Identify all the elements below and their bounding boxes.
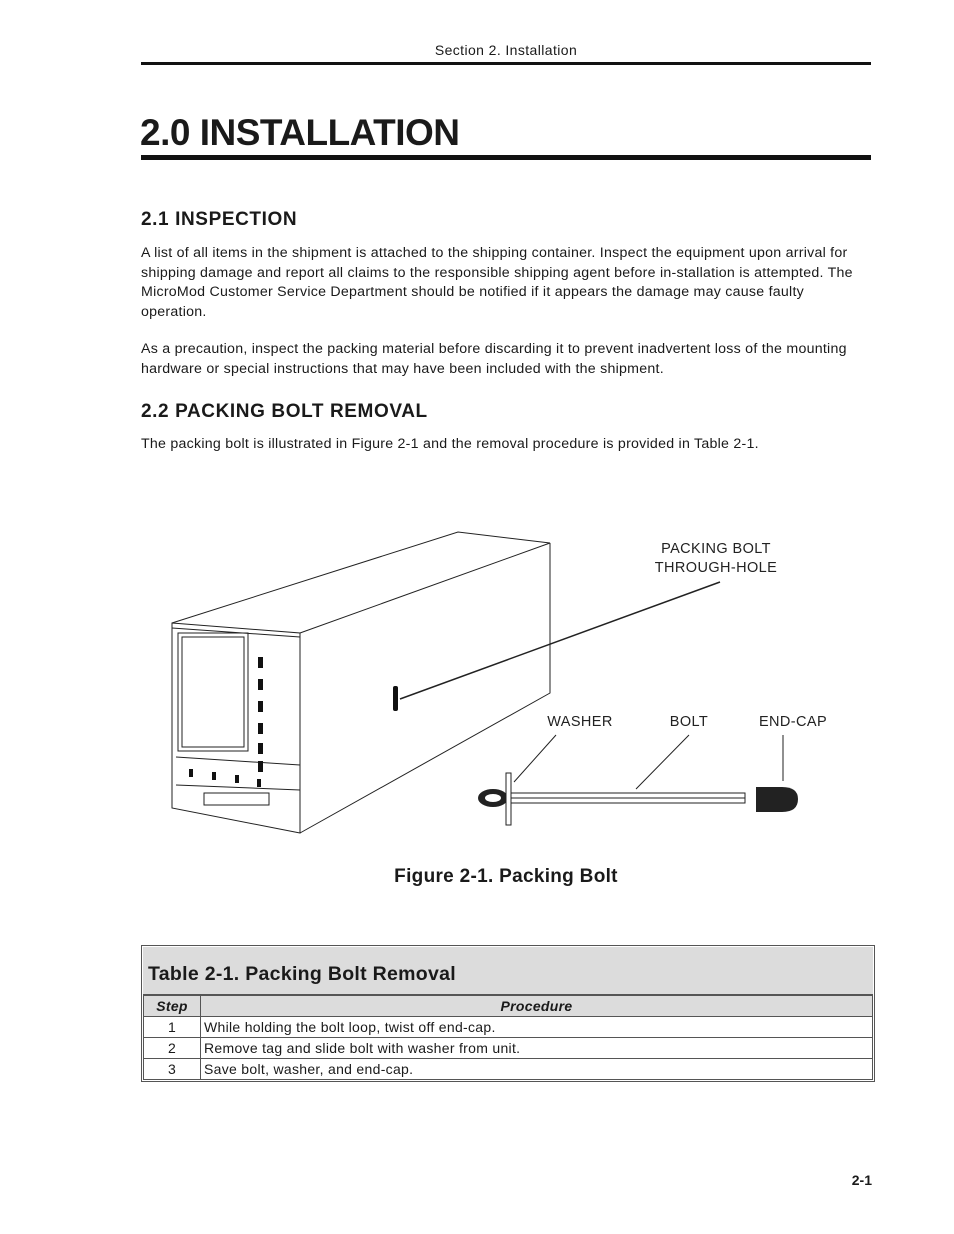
instrument-unit-drawing [172, 532, 550, 833]
label-through-hole: THROUGH-HOLE [654, 560, 778, 576]
procedure-text: While holding the bolt loop, twist off end-cap. [201, 1017, 873, 1038]
column-header-procedure: Procedure [201, 996, 873, 1017]
step-number: 3 [144, 1059, 201, 1080]
table-row [144, 1038, 873, 1059]
procedure-table [143, 995, 873, 1080]
chapter-title: 2.0 INSTALLATION [140, 112, 460, 153]
header-rule [141, 62, 871, 65]
label-bolt: BOLT [669, 714, 709, 730]
figure-caption: Figure 2-1. Packing Bolt [394, 866, 618, 887]
table-row [144, 1059, 873, 1080]
section-heading-inspection: 2.1 INSPECTION [141, 209, 298, 230]
table-header-row [144, 996, 873, 1017]
running-header: Section 2. Installation [434, 42, 578, 58]
table-row [144, 1017, 873, 1038]
section-heading-packing-bolt: 2.2 PACKING BOLT REMOVAL [141, 401, 428, 422]
title-rule [141, 155, 871, 160]
step-number: 2 [144, 1038, 201, 1059]
bolt-leader [636, 735, 689, 789]
packing-bolt-paragraph: The packing bolt is illustrated in Figure 2-1 and the removal procedure is provided in Table 2-1. [141, 436, 759, 452]
washer [506, 773, 511, 825]
page-number: 2-1 [851, 1172, 872, 1188]
inspection-paragraph-1: A list of all items in the shipment is attached to the shipping container. Inspect the equipment upon arrival for shipping damage and report all claims to the responsible shipping agent before in-stallation is attempted. The MicroMod Customer Service Department should be notified if it appears the damage may cause faulty operation. [141, 245, 853, 320]
packing-bolt-figure [160, 525, 840, 845]
label-washer: WASHER [547, 714, 613, 730]
end-cap [756, 787, 798, 812]
washer-leader [514, 735, 556, 782]
through-hole-mark [393, 686, 398, 711]
through-hole-leader [400, 582, 720, 699]
column-header-step: Step [144, 996, 201, 1017]
bolt-drawing [478, 773, 798, 825]
step-number: 1 [144, 1017, 201, 1038]
label-packing-bolt: PACKING BOLT [661, 541, 771, 557]
label-end-cap: END-CAP [758, 714, 828, 730]
inspection-paragraph-2: As a precaution, inspect the packing material before discarding it to prevent inadvertent loss of the mounting hardware or special instructions that may have been included with the shipment. [141, 341, 847, 377]
procedure-text: Remove tag and slide bolt with washer from unit. [201, 1038, 873, 1059]
table-title: Table 2-1. Packing Bolt Removal [143, 947, 873, 995]
packing-bolt-removal-table [141, 945, 875, 1082]
procedure-text: Save bolt, washer, and end-cap. [201, 1059, 873, 1080]
